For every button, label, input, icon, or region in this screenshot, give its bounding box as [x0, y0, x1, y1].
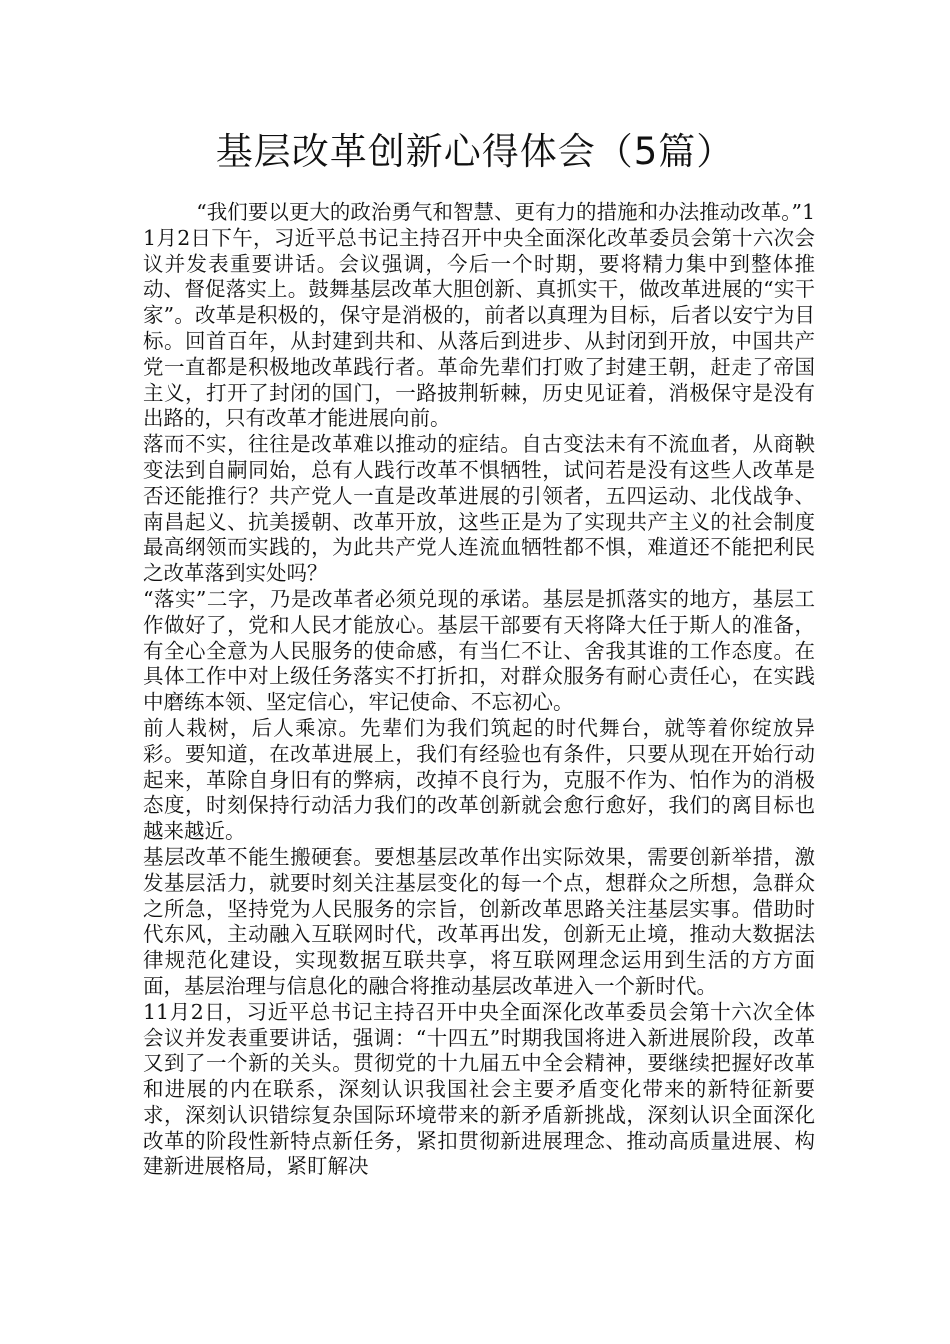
- paragraph-1: “我们要以更大的政治勇气和智慧、更有力的措施和办法推动改革。”11月2日下午，习近平总书记主持召开中央全面深化改革委员会第十六次会议并发表重要讲话。会议强调，今后一个时期，要将精力集中到整体推动、督促落实上。鼓舞基层改革大胆创新、真抓实干，做改革进展的“实干家”。改革是积极的，保守是消极的，前者以真理为目标，后者以安宁为目标。回首百年，从封建到共和、从落后到进步、从封闭到开放，中国共产党一直都是积极地改革践行者。革命先辈们打败了封建王朝，赶走了帝国主义，打开了封闭的国门，一路披荆斩棘，历史见证着，消极保守是没有出路的，只有改革才能进展向前。: [143, 200, 815, 431]
- paragraph-5: 基层改革不能生搬硬套。要想基层改革作出实际效果，需要创新举措，激发基层活力，就要时刻关注基层变化的每一个点，想群众之所想，急群众之所急，坚持党为人民服务的宗旨，创新改革思路关注基层实事。借助时代东风，主动融入互联网时代，改革再出发，创新无止境，推动大数据法律规范化建设，实现数据互联共享，将互联网理念运用到生活的方方面面，基层治理与信息化的融合将推动基层改革进入一个新时代。: [143, 844, 815, 998]
- paragraph-3: “落实”二字，乃是改革者必须兑现的承诺。基层是抓落实的地方，基层工作做好了，党和人民才能放心。基层干部要有天将降大任于斯人的准备，有全心全意为人民服务的使命感，有当仁不让、舍我其谁的工作态度。在具体工作中对上级任务落实不打折扣，对群众服务有耐心责任心，在实践中磨练本领、坚定信心，牢记使命、不忘初心。: [143, 586, 815, 715]
- paragraph-2: 落而不实，往往是改革难以推动的症结。自古变法未有不流血者，从商鞅变法到自嗣同始，总有人践行改革不惧牺牲，试问若是没有这些人改革是否还能推行？共产党人一直是改革进展的引领者，五四运动、北伐战争、南昌起义、抗美援朝、改革开放，这些正是为了实现共产主义的社会制度最高纲领而实践的，为此共产党人连流血牺牲都不惧，难道还不能把利民之改革落到实处吗？: [143, 432, 815, 586]
- paragraph-6: 11月2日，习近平总书记主持召开中央全面深化改革委员会第十六次全体会议并发表重要讲话，强调：“十四五”时期我国将进入新进展阶段，改革又到了一个新的关头。贯彻党的十九届五中全会精神，要继续把握好改革和进展的内在联系，深刻认识我国社会主要矛盾变化带来的新特征新要求，深刻认识错综复杂国际环境带来的新矛盾新挑战，深刻认识全面深化改革的阶段性新特点新任务，紧扣贯彻新进展理念、推动高质量进展、构建新进展格局，紧盯解决: [143, 999, 815, 1179]
- document-body: [143, 200, 815, 1180]
- paragraph-4: 前人栽树，后人乘凉。先辈们为我们筑起的时代舞台，就等着你绽放异彩。要知道，在改革进展上，我们有经验也有条件，只要从现在开始行动起来，革除自身旧有的弊病，改掉不良行为，克服不作为、怕作为的消极态度，时刻保持行动活力我们的改革创新就会愈行愈好，我们的离目标也越来越近。: [143, 715, 815, 844]
- document-title: 基层改革创新心得体会（5篇）: [215, 130, 735, 173]
